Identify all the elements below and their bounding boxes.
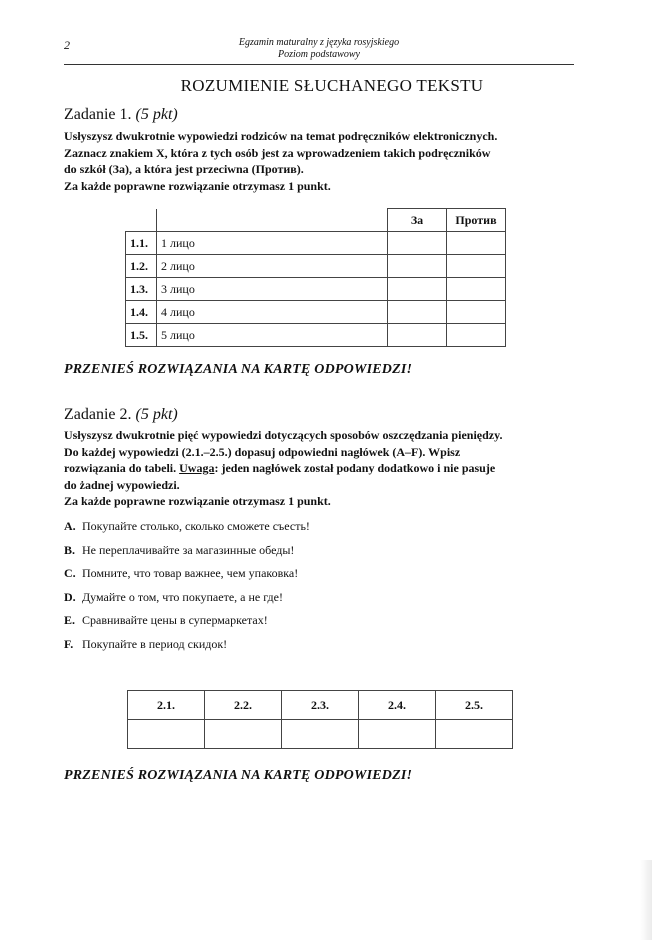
answer-cell-protiv[interactable] [447,255,506,278]
task1-title [64,106,178,124]
answer-cell[interactable] [282,720,359,749]
task2-points: (5 pkt) [135,406,178,423]
row-number: 1.2. [126,255,157,278]
task1-instruction-line: Zaznacz znakiem X, która z tych osób jest za wprowadzeniem takich podręczników [64,145,491,160]
table-header-row [126,209,506,232]
table-row [126,301,506,324]
list-item [64,609,584,633]
section-title: ROZUMIENIE SŁUCHANEGO TEKSTU [180,76,484,95]
page-header [64,36,574,65]
answer-cell-protiv[interactable] [447,278,506,301]
option-letter: D. [64,589,76,604]
answer-cell-za[interactable] [388,232,447,255]
column-header: 2.5. [436,691,513,720]
header-line-2: Poziom podstawowy [278,49,360,60]
list-item [64,633,584,657]
row-label: 2 лицо [157,255,388,278]
page-number: 2 [64,38,70,52]
option-letter: A. [64,519,76,534]
option-text: Покупайте в период скидок! [82,636,228,651]
task1-instructions [64,128,574,194]
answer-cell[interactable] [436,720,513,749]
answer-cell-za[interactable] [388,255,447,278]
answer-cell[interactable] [128,720,205,749]
column-header: 2.3. [282,691,359,720]
option-letter: F. [64,636,74,651]
task1-answer-table [125,208,506,347]
list-item [64,586,584,610]
option-text: Покупайте столько, сколько сможете съесть! [82,519,310,534]
task1-instruction-line: Za każde poprawne rozwiązanie otrzymasz 1 punkt. [64,178,331,193]
heading-options-list [64,515,584,656]
list-item [64,515,584,539]
column-header: 2.4. [359,691,436,720]
answer-cell-protiv[interactable] [447,301,506,324]
list-item [64,539,584,563]
option-letter: E. [64,613,76,628]
scan-shadow [640,860,652,940]
task2-title [64,406,178,424]
row-label: 5 лицо [157,324,388,347]
table-header-row [128,691,513,720]
option-text: Сравнивайте цены в супермаркетах! [82,613,268,628]
option-text: Помните, что товар важнее, чем упаковка! [82,566,299,581]
row-number: 1.5. [126,324,157,347]
answer-cell-za[interactable] [388,278,447,301]
task2-instruction-line: Usłyszysz dwukrotnie pięć wypowiedzi dotyczących sposobów oszczędzania pieniędzy. [64,428,503,442]
answer-cell-protiv[interactable] [447,324,506,347]
list-item [64,562,584,586]
instruction-text: : jeden nagłówek został podany dodatkowo i nie pasuje [214,461,496,475]
task1-points: (5 pkt) [135,106,178,123]
answer-cell[interactable] [359,720,436,749]
option-text: Не переплачивайте за магазинные обеды! [82,542,295,557]
task1-transfer-note: PRZENIEŚ ROZWIĄZANIA NA KARTĘ ODPOWIEDZI! [64,362,413,377]
uwaga-label: Uwaga [179,461,215,475]
row-number: 1.3. [126,278,157,301]
table-row [126,232,506,255]
task1-instruction-line: Usłyszysz dwukrotnie wypowiedzi rodziców na temat podręczników elektronicznych. [64,129,498,143]
column-header: 2.1. [128,691,205,720]
row-number: 1.1. [126,232,157,255]
column-header-protiv: Против [447,209,506,232]
option-letter: B. [64,542,76,557]
table-row [126,255,506,278]
task2-instructions [64,427,574,510]
task2-instruction-line: Za każde poprawne rozwiązanie otrzymasz 1 punkt. [64,494,331,508]
instruction-text: rozwiązania do tabeli. [64,461,180,475]
column-header: 2.2. [205,691,282,720]
option-text: Думайте о том, что покупаете, а не где! [82,589,283,604]
option-letter: C. [64,566,76,581]
task2-instruction-line: do żadnej wypowiedzi. [64,477,180,492]
answer-cell[interactable] [205,720,282,749]
row-number: 1.4. [126,301,157,324]
answer-row [128,720,513,749]
task2-answer-table [127,690,513,749]
task2-instruction-line [64,460,574,477]
header-line-1: Egzamin maturalny z języka rosyjskiego [238,37,400,48]
answer-cell-za[interactable] [388,324,447,347]
column-header-za: За [388,209,447,232]
answer-cell-za[interactable] [388,301,447,324]
task2-title-text: Zadanie 2. [64,406,132,423]
row-label: 4 лицо [157,301,388,324]
task2-transfer-note: PRZENIEŚ ROZWIĄZANIA NA KARTĘ ODPOWIEDZI! [64,768,413,783]
row-label: 3 лицо [157,278,388,301]
answer-cell-protiv[interactable] [447,232,506,255]
task1-title-text: Zadanie 1. [64,106,132,123]
table-row [126,278,506,301]
header-title [64,37,574,61]
task1-instruction-line: do szkół (За), a która jest przeciwna (Против). [64,162,304,176]
row-label: 1 лицо [157,232,388,255]
task2-instruction-line: Do każdej wypowiedzi (2.1.–2.5.) dopasuj odpowiedni nagłówek (A–F). Wpisz [64,444,461,459]
table-row [126,324,506,347]
